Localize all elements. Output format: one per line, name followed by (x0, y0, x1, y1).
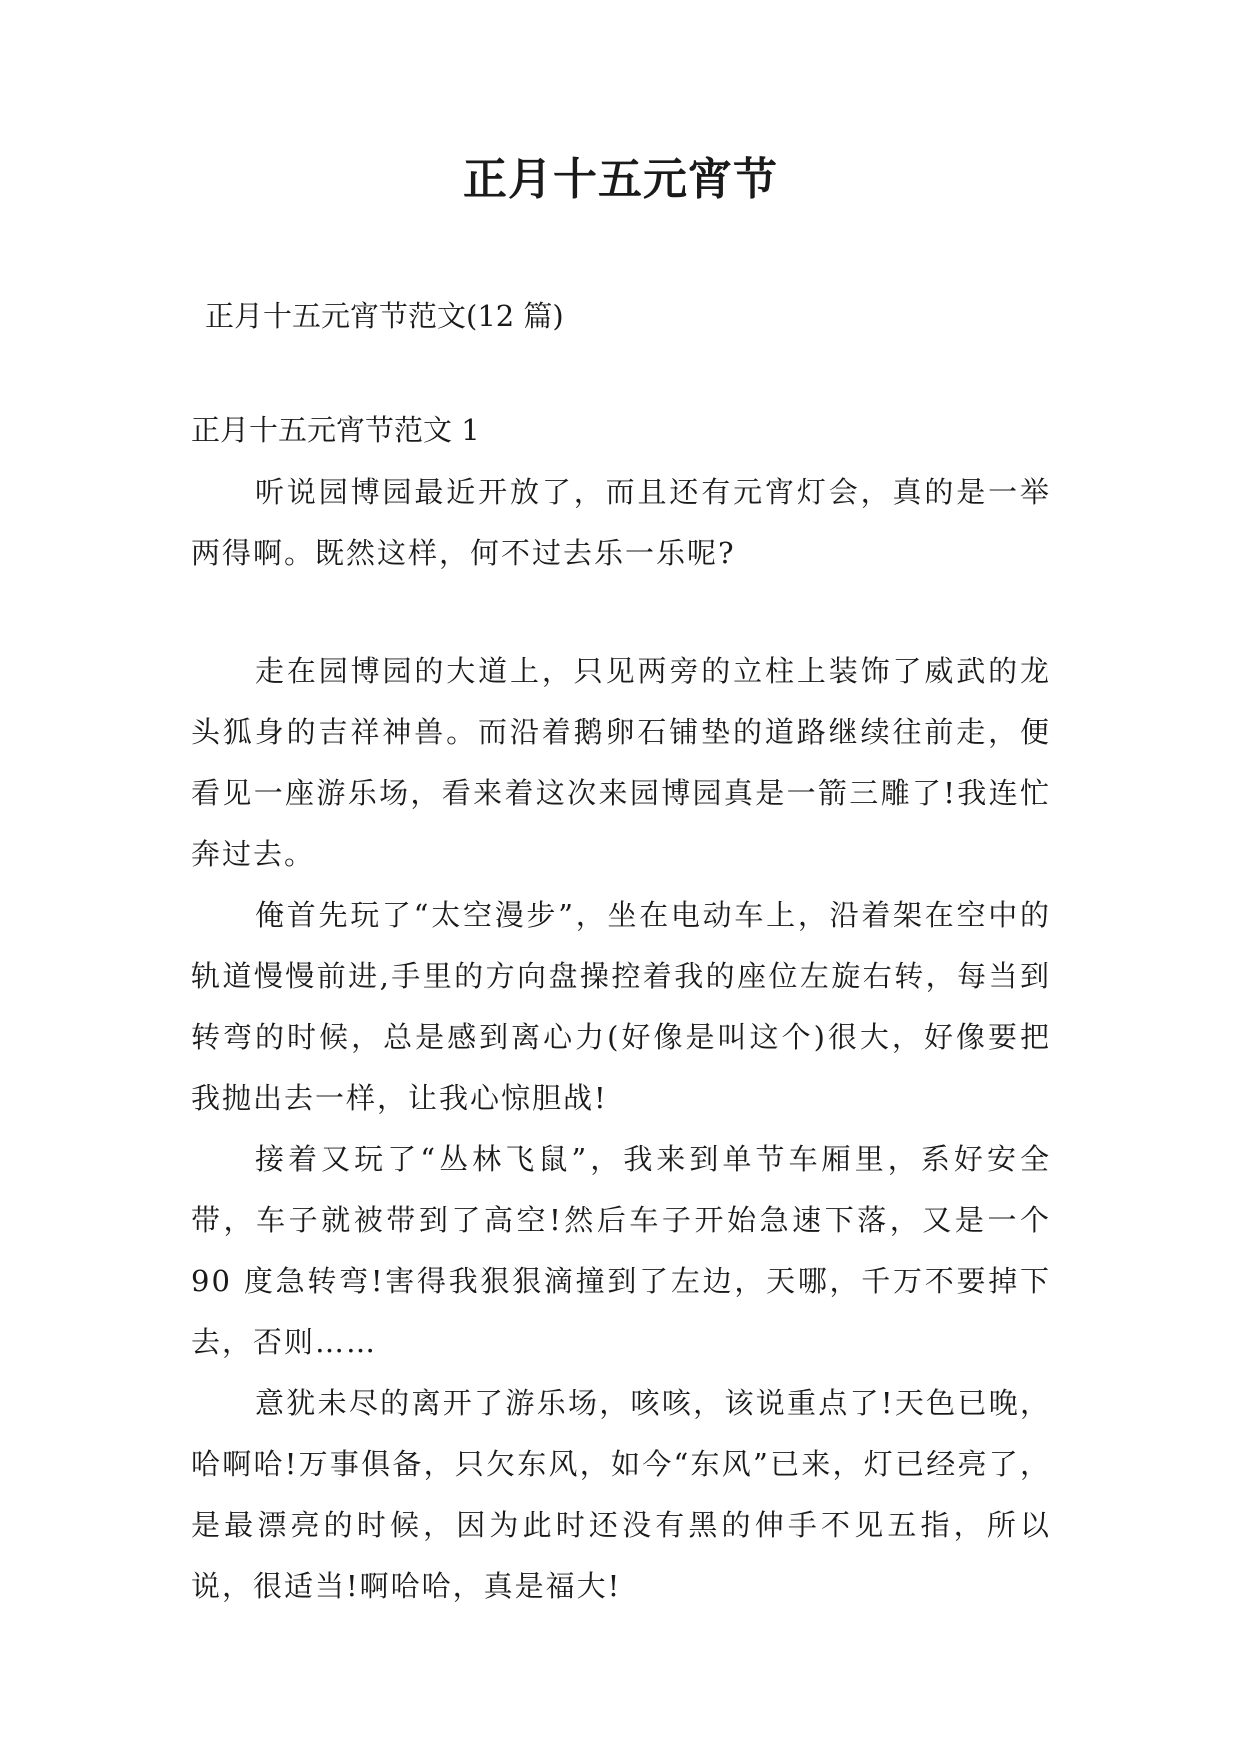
section-heading: 正月十五元宵节范文 1 (191, 413, 480, 447)
body-block-intro (191, 462, 1051, 584)
document-subtitle: 正月十五元宵节范文(12 篇) (205, 299, 564, 333)
paragraph: 接着又玩了“丛林飞鼠”，我来到单节车厢里，系好安全带，车子就被带到了高空!然后车子开始急速下落，又是一个 90 度急转弯!害得我狠狠滴撞到了左边，天哪，千万不要掉下去，否则…… (191, 1142, 1051, 1359)
paragraph: 走在园博园的大道上，只见两旁的立柱上装饰了威武的龙头狐身的吉祥神兽。而沿着鹅卵石铺垫的道路继续往前走，便看见一座游乐场，看来着这次来园博园真是一箭三雕了!我连忙奔过去。 (191, 654, 1051, 871)
paragraph: 意犹未尽的离开了游乐场，咳咳，该说重点了!天色已晚，哈啊哈!万事俱备，只欠东风，如今“东风”已来，灯已经亮了，是最漂亮的时候，因为此时还没有黑的伸手不见五指，所以说，很适当!啊哈哈，真是福大! (191, 1386, 1051, 1603)
paragraph: 听说园博园最近开放了，而且还有元宵灯会，真的是一举两得啊。既然这样，何不过去乐一乐呢? (191, 475, 1051, 570)
document-title: 正月十五元宵节 (463, 154, 778, 205)
body-block-main (191, 641, 1051, 1617)
paragraph: 俺首先玩了“太空漫步”，坐在电动车上，沿着架在空中的轨道慢慢前进,手里的方向盘操控着我的座位左旋右转，每当到转弯的时候，总是感到离心力(好像是叫这个)很大，好像要把我抛出去一样，让我心惊胆战! (191, 898, 1051, 1115)
